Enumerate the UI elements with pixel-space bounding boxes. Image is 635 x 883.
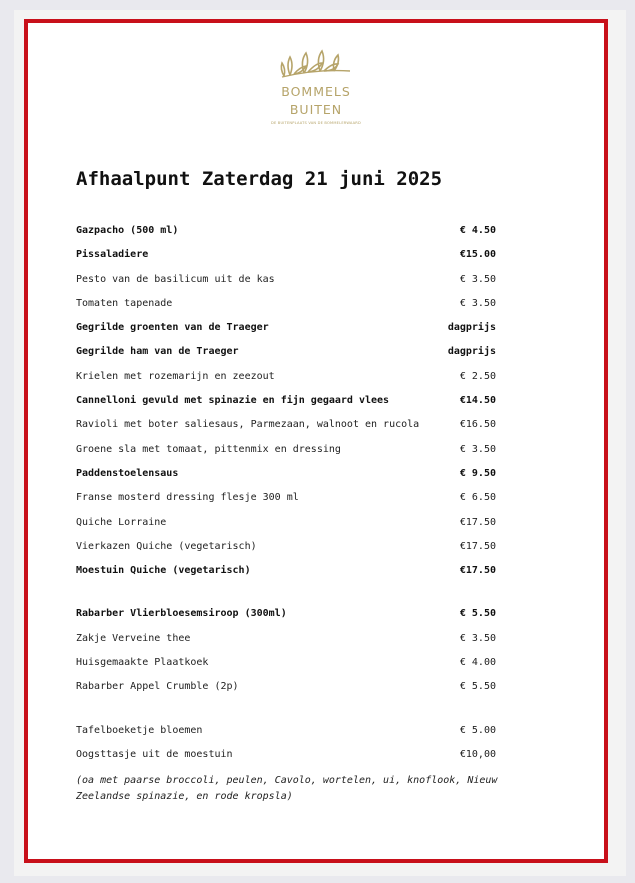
menu-item-price: € 5.00 <box>459 724 496 736</box>
menu-item <box>76 486 496 510</box>
menu-item-price: € 6.50 <box>459 492 496 504</box>
menu-item-price: € 3.50 <box>459 632 496 644</box>
menu-item-name: Gegrilde ham van de Traeger <box>76 346 239 358</box>
menu-item-price: €17.50 <box>459 516 496 528</box>
section-spacer <box>76 583 496 602</box>
menu-item-price: € 4.00 <box>459 657 496 669</box>
menu-item-price: € 3.50 <box>459 273 496 285</box>
menu-item-name: Pissaladiere <box>76 249 149 261</box>
menu-item-name: Tafelboeketje bloemen <box>76 724 203 736</box>
menu-item-price: € 3.50 <box>459 297 496 309</box>
menu-item-name: Pesto van de basilicum uit de kas <box>76 273 275 285</box>
bommels-buiten-logo <box>266 47 366 141</box>
menu-item-price: €14.50 <box>459 395 496 407</box>
menu-item-price: €15.00 <box>459 249 496 261</box>
menu-item <box>76 535 496 559</box>
menu-sheet <box>24 19 608 863</box>
menu-item-price: €10,00 <box>459 748 496 760</box>
menu-item-price: € 5.50 <box>459 608 496 620</box>
menu-item-name: Gegrilde groenten van de Traeger <box>76 322 269 334</box>
menu-item-price: € 4.50 <box>459 225 496 236</box>
menu-item-name: Paddenstoelensaus <box>76 467 179 479</box>
menu-list <box>76 219 496 767</box>
menu-item-name: Tomaten tapenade <box>76 297 173 309</box>
menu-item-name: Huisgemaakte Plaatkoek <box>76 657 209 669</box>
menu-item-price: € 2.50 <box>459 370 496 382</box>
menu-item-name: Franse mosterd dressing flesje 300 ml <box>76 492 299 504</box>
menu-item-name: Rabarber Appel Crumble (2p) <box>76 681 239 693</box>
menu-item-name: Rabarber Vlierbloesemsiroop (300ml) <box>76 608 287 620</box>
menu-item <box>76 511 496 535</box>
menu-item <box>76 438 496 462</box>
menu-item-price: €17.50 <box>459 565 496 577</box>
menu-item <box>76 462 496 486</box>
menu-item <box>76 268 496 292</box>
menu-item <box>76 413 496 437</box>
section-spacer <box>76 700 496 719</box>
menu-item <box>76 340 496 364</box>
menu-item <box>76 743 496 767</box>
olive-branch-icon <box>276 47 356 83</box>
menu-item-name: Cannelloni gevuld met spinazie en fijn gegaard vlees <box>76 395 390 407</box>
menu-item-name: Gazpacho (500 ml) <box>76 225 179 236</box>
menu-item-name: Vierkazen Quiche (vegetarisch) <box>76 540 257 552</box>
menu-item <box>76 719 496 743</box>
page-title: Afhaalpunt Zaterdag 21 juni 2025 <box>76 168 443 190</box>
menu-item <box>76 559 496 583</box>
menu-item-name: Ravioli met boter saliesaus, Parmezaan, walnoot en rucola <box>76 419 420 431</box>
menu-item-price: € 9.50 <box>459 467 496 479</box>
menu-item-name: Zakje Verveine thee <box>76 632 191 644</box>
menu-item <box>76 243 496 267</box>
menu-item <box>76 627 496 651</box>
menu-item-name: Quiche Lorraine <box>76 516 167 528</box>
menu-item <box>76 219 496 243</box>
menu-item <box>76 389 496 413</box>
menu-item <box>76 602 496 626</box>
menu-item-price: dagprijs <box>447 322 496 334</box>
menu-item-name: Groene sla met tomaat, pittenmix en dressing <box>76 443 341 455</box>
menu-item-name: Oogsttasje uit de moestuin <box>76 748 233 760</box>
menu-item <box>76 651 496 675</box>
menu-item <box>76 365 496 389</box>
menu-item-price: € 5.50 <box>459 681 496 693</box>
menu-item-price: €16.50 <box>459 419 496 431</box>
logo-tagline: DE BUITENPLAATS VAN DE BOMMELERWAARD <box>271 121 361 125</box>
menu-item <box>76 292 496 316</box>
logo-line-2: BUITEN <box>289 102 343 117</box>
menu-item-price: €17.50 <box>459 540 496 552</box>
menu-item-price: dagprijs <box>447 346 496 358</box>
harvest-bag-note: (oa met paarse broccoli, peulen, Cavolo, wortelen, ui, knoflook, Nieuw Zeelandse spinazie, en rode kropsla) <box>76 775 498 802</box>
logo-line-1: BOMMELS <box>281 84 351 99</box>
menu-item-name: Moestuin Quiche (vegetarisch) <box>76 565 251 577</box>
menu-item-price: € 3.50 <box>459 443 496 455</box>
menu-item-name: Krielen met rozemarijn en zeezout <box>76 370 275 382</box>
menu-item <box>76 316 496 340</box>
menu-item <box>76 675 496 699</box>
